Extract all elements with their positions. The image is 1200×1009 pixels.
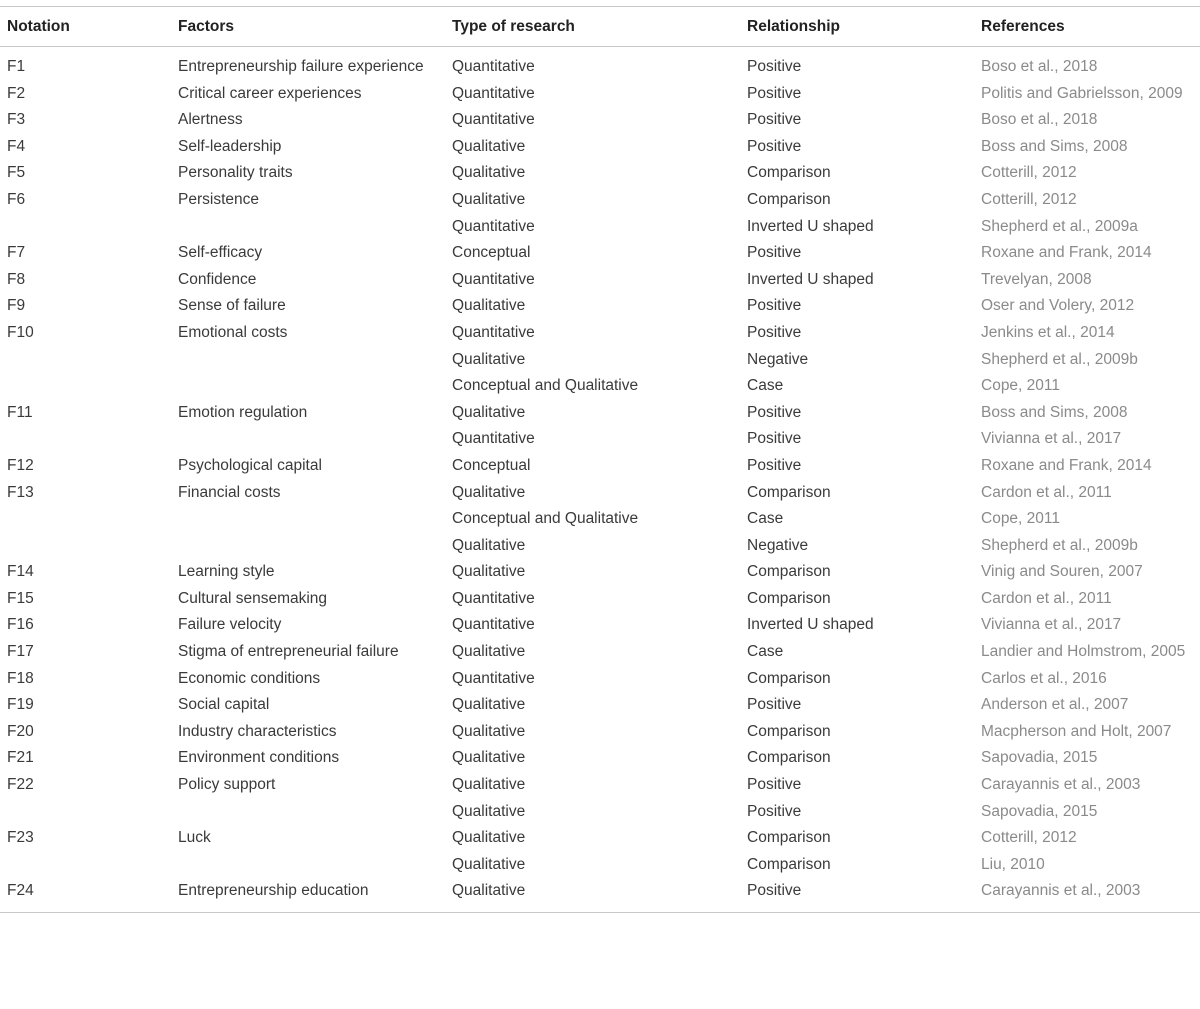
notation-cell: F12 [7, 456, 34, 474]
reference-cell: Landier and Holmstrom, 2005 [981, 643, 1186, 661]
table-row [0, 586, 1200, 613]
header-factors: Factors [178, 18, 234, 35]
notation-cell: F8 [7, 270, 26, 288]
notation-cell: F19 [7, 696, 34, 714]
notation-cell: F7 [7, 244, 26, 262]
research-type-cell: Quantitative [452, 430, 535, 448]
reference-cell: Jenkins et al., 2014 [981, 323, 1115, 341]
relationship-cell: Comparison [747, 164, 831, 182]
reference-cell: Cardon et al., 2011 [981, 483, 1112, 501]
reference-cell: Carlos et al., 2016 [981, 669, 1107, 687]
table-row [0, 852, 1200, 879]
factor-cell: Entrepreneurship education [178, 882, 369, 900]
notation-cell: F24 [7, 882, 34, 900]
reference-cell: Boss and Sims, 2008 [981, 137, 1128, 155]
notation-cell: F2 [7, 84, 26, 102]
factor-cell: Personality traits [178, 164, 293, 182]
factor-cell: Sense of failure [178, 297, 286, 315]
research-type-cell: Qualitative [452, 776, 526, 794]
table-row [0, 373, 1200, 400]
table-row [0, 719, 1200, 746]
factor-cell [171, 533, 445, 560]
table-row [0, 666, 1200, 693]
notation-cell [0, 506, 171, 533]
research-type-cell: Qualitative [452, 483, 526, 501]
relationship-cell: Case [747, 643, 784, 661]
table-row [0, 878, 1200, 912]
notation-cell: F21 [7, 749, 34, 767]
research-type-cell: Qualitative [452, 643, 526, 661]
factor-cell: Stigma of entrepreneurial failure [178, 643, 399, 661]
reference-cell: Cotterill, 2012 [981, 190, 1077, 208]
reference-cell: Vivianna et al., 2017 [981, 616, 1122, 634]
relationship-cell: Positive [747, 137, 802, 155]
table-row [0, 426, 1200, 453]
factor-cell: Self-leadership [178, 137, 282, 155]
research-type-cell: Qualitative [452, 749, 526, 767]
reference-cell: Oser and Volery, 2012 [981, 297, 1135, 315]
factor-cell: Policy support [178, 776, 276, 794]
factor-cell: Industry characteristics [178, 722, 337, 740]
notation-cell [0, 347, 171, 374]
research-type-cell: Qualitative [452, 855, 526, 873]
table-header [0, 7, 1200, 47]
table-row [0, 745, 1200, 772]
reference-cell: Boso et al., 2018 [981, 111, 1098, 129]
factor-cell: Confidence [178, 270, 257, 288]
factor-cell: Social capital [178, 696, 270, 714]
relationship-cell: Case [747, 510, 784, 528]
research-type-cell: Qualitative [452, 536, 526, 554]
reference-cell: Cotterill, 2012 [981, 164, 1077, 182]
reference-cell: Shepherd et al., 2009b [981, 536, 1138, 554]
notation-cell [0, 373, 171, 400]
table-row [0, 81, 1200, 108]
research-type-cell: Quantitative [452, 111, 535, 129]
research-type-cell: Quantitative [452, 84, 535, 102]
factors-table [0, 6, 1200, 913]
table-row [0, 453, 1200, 480]
factor-cell: Entrepreneurship failure experience [178, 58, 424, 75]
table-row [0, 692, 1200, 719]
relationship-cell: Positive [747, 244, 802, 262]
factor-cell [171, 426, 445, 453]
research-type-cell: Qualitative [452, 164, 526, 182]
research-type-cell: Conceptual and Qualitative [452, 510, 639, 528]
factor-cell: Failure velocity [178, 616, 282, 634]
reference-cell: Boso et al., 2018 [981, 58, 1098, 75]
reference-cell: Roxane and Frank, 2014 [981, 244, 1152, 262]
notation-cell [0, 214, 171, 241]
reference-cell: Shepherd et al., 2009a [981, 217, 1138, 235]
reference-cell: Roxane and Frank, 2014 [981, 456, 1152, 474]
reference-cell: Cotterill, 2012 [981, 829, 1077, 847]
notation-cell: F1 [7, 58, 26, 75]
relationship-cell: Case [747, 377, 784, 395]
factor-cell: Psychological capital [178, 456, 322, 474]
reference-cell: Anderson et al., 2007 [981, 696, 1129, 714]
relationship-cell: Comparison [747, 855, 831, 873]
reference-cell: Cope, 2011 [981, 377, 1060, 395]
table-row [0, 799, 1200, 826]
table-row [0, 639, 1200, 666]
table-row [0, 533, 1200, 560]
header-references: References [981, 18, 1065, 35]
table-row [0, 240, 1200, 267]
factor-cell: Financial costs [178, 483, 281, 501]
table-row [0, 347, 1200, 374]
relationship-cell: Positive [747, 696, 802, 714]
relationship-cell: Positive [747, 323, 802, 341]
notation-cell: F11 [7, 403, 33, 421]
research-type-cell: Qualitative [452, 350, 526, 368]
research-type-cell: Qualitative [452, 297, 526, 315]
notation-cell: F13 [7, 483, 34, 501]
header-type-of-research: Type of research [452, 18, 575, 35]
research-type-cell: Quantitative [452, 270, 535, 288]
relationship-cell: Comparison [747, 722, 831, 740]
research-type-cell: Conceptual [452, 244, 531, 262]
notation-cell: F22 [7, 776, 34, 794]
relationship-cell: Comparison [747, 669, 831, 687]
relationship-cell: Inverted U shaped [747, 217, 874, 235]
factor-cell: Alertness [178, 111, 243, 129]
table-row [0, 187, 1200, 214]
table-row [0, 506, 1200, 533]
table-row [0, 559, 1200, 586]
research-type-cell: Quantitative [452, 323, 535, 341]
table-row [0, 267, 1200, 294]
notation-cell: F14 [7, 563, 34, 581]
notation-cell: F18 [7, 669, 34, 687]
research-type-cell: Qualitative [452, 190, 526, 208]
reference-cell: Cope, 2011 [981, 510, 1060, 528]
notation-cell: F3 [7, 111, 26, 129]
notation-cell [0, 533, 171, 560]
relationship-cell: Comparison [747, 563, 831, 581]
notation-cell: F10 [7, 323, 34, 341]
factor-cell: Economic conditions [178, 669, 321, 687]
relationship-cell: Comparison [747, 190, 831, 208]
table-body [0, 47, 1200, 913]
factor-cell: Learning style [178, 563, 275, 581]
factor-cell [171, 852, 445, 879]
table-row [0, 107, 1200, 134]
notation-cell: F16 [7, 616, 34, 634]
notation-cell: F9 [7, 297, 26, 315]
relationship-cell: Positive [747, 802, 802, 820]
relationship-cell: Comparison [747, 589, 831, 607]
research-type-cell: Qualitative [452, 563, 526, 581]
notation-cell: F15 [7, 589, 34, 607]
table-row [0, 214, 1200, 241]
notation-cell [0, 852, 171, 879]
reference-cell: Politis and Gabrielsson, 2009 [981, 84, 1183, 102]
notation-cell: F4 [7, 137, 26, 155]
factor-cell [171, 506, 445, 533]
reference-cell: Shepherd et al., 2009b [981, 350, 1138, 368]
factor-cell: Critical career experiences [178, 84, 362, 102]
relationship-cell: Inverted U shaped [747, 616, 874, 634]
research-type-cell: Conceptual and Qualitative [452, 377, 639, 395]
table-row [0, 612, 1200, 639]
relationship-cell: Positive [747, 84, 802, 102]
relationship-cell: Positive [747, 456, 802, 474]
research-type-cell: Quantitative [452, 669, 535, 687]
research-type-cell: Quantitative [452, 616, 535, 634]
table-row [0, 134, 1200, 161]
notation-cell: F6 [7, 190, 26, 208]
factor-cell: Emotion regulation [178, 403, 308, 421]
relationship-cell: Positive [747, 58, 802, 75]
header-notation: Notation [7, 18, 70, 35]
reference-cell: Carayannis et al., 2003 [981, 882, 1141, 900]
notation-cell: F23 [7, 829, 34, 847]
factors-table-container [0, 6, 1200, 913]
header-relationship: Relationship [747, 18, 841, 35]
reference-cell: Liu, 2010 [981, 855, 1045, 873]
table-row [0, 480, 1200, 507]
research-type-cell: Qualitative [452, 403, 526, 421]
research-type-cell: Quantitative [452, 58, 535, 75]
table-row [0, 293, 1200, 320]
relationship-cell: Positive [747, 403, 802, 421]
relationship-cell: Comparison [747, 483, 831, 501]
table-row [0, 320, 1200, 347]
table-row [0, 160, 1200, 187]
research-type-cell: Qualitative [452, 722, 526, 740]
reference-cell: Cardon et al., 2011 [981, 589, 1112, 607]
factor-cell: Persistence [178, 190, 259, 208]
factor-cell [171, 214, 445, 241]
header-row [0, 7, 1200, 47]
research-type-cell: Quantitative [452, 589, 535, 607]
notation-cell: F5 [7, 164, 26, 182]
research-type-cell: Conceptual [452, 456, 531, 474]
research-type-cell: Qualitative [452, 696, 526, 714]
notation-cell: F17 [7, 643, 34, 661]
factor-cell [171, 373, 445, 400]
research-type-cell: Qualitative [452, 882, 526, 900]
table-row [0, 772, 1200, 799]
reference-cell: Boss and Sims, 2008 [981, 403, 1128, 421]
relationship-cell: Negative [747, 536, 809, 554]
relationship-cell: Positive [747, 776, 802, 794]
table-row [0, 47, 1200, 81]
reference-cell: Macpherson and Holt, 2007 [981, 722, 1172, 740]
factor-cell: Cultural sensemaking [178, 589, 328, 607]
research-type-cell: Quantitative [452, 217, 535, 235]
factor-cell: Environment conditions [178, 749, 340, 767]
factor-cell: Emotional costs [178, 323, 288, 341]
notation-cell [0, 799, 171, 826]
factor-cell: Self-efficacy [178, 244, 263, 262]
reference-cell: Sapovadia, 2015 [981, 802, 1098, 820]
reference-cell: Trevelyan, 2008 [981, 270, 1092, 288]
table-row [0, 825, 1200, 852]
relationship-cell: Positive [747, 430, 802, 448]
notation-cell: F20 [7, 722, 34, 740]
relationship-cell: Negative [747, 350, 809, 368]
factor-cell [171, 799, 445, 826]
reference-cell: Sapovadia, 2015 [981, 749, 1098, 767]
relationship-cell: Positive [747, 297, 802, 315]
notation-cell [0, 426, 171, 453]
reference-cell: Vivianna et al., 2017 [981, 430, 1122, 448]
research-type-cell: Qualitative [452, 802, 526, 820]
relationship-cell: Positive [747, 111, 802, 129]
research-type-cell: Qualitative [452, 137, 526, 155]
reference-cell: Carayannis et al., 2003 [981, 776, 1141, 794]
factor-cell: Luck [178, 829, 211, 847]
factor-cell [171, 347, 445, 374]
relationship-cell: Comparison [747, 749, 831, 767]
relationship-cell: Comparison [747, 829, 831, 847]
reference-cell: Vinig and Souren, 2007 [981, 563, 1143, 581]
research-type-cell: Qualitative [452, 829, 526, 847]
relationship-cell: Inverted U shaped [747, 270, 874, 288]
table-row [0, 400, 1200, 427]
relationship-cell: Positive [747, 882, 802, 900]
